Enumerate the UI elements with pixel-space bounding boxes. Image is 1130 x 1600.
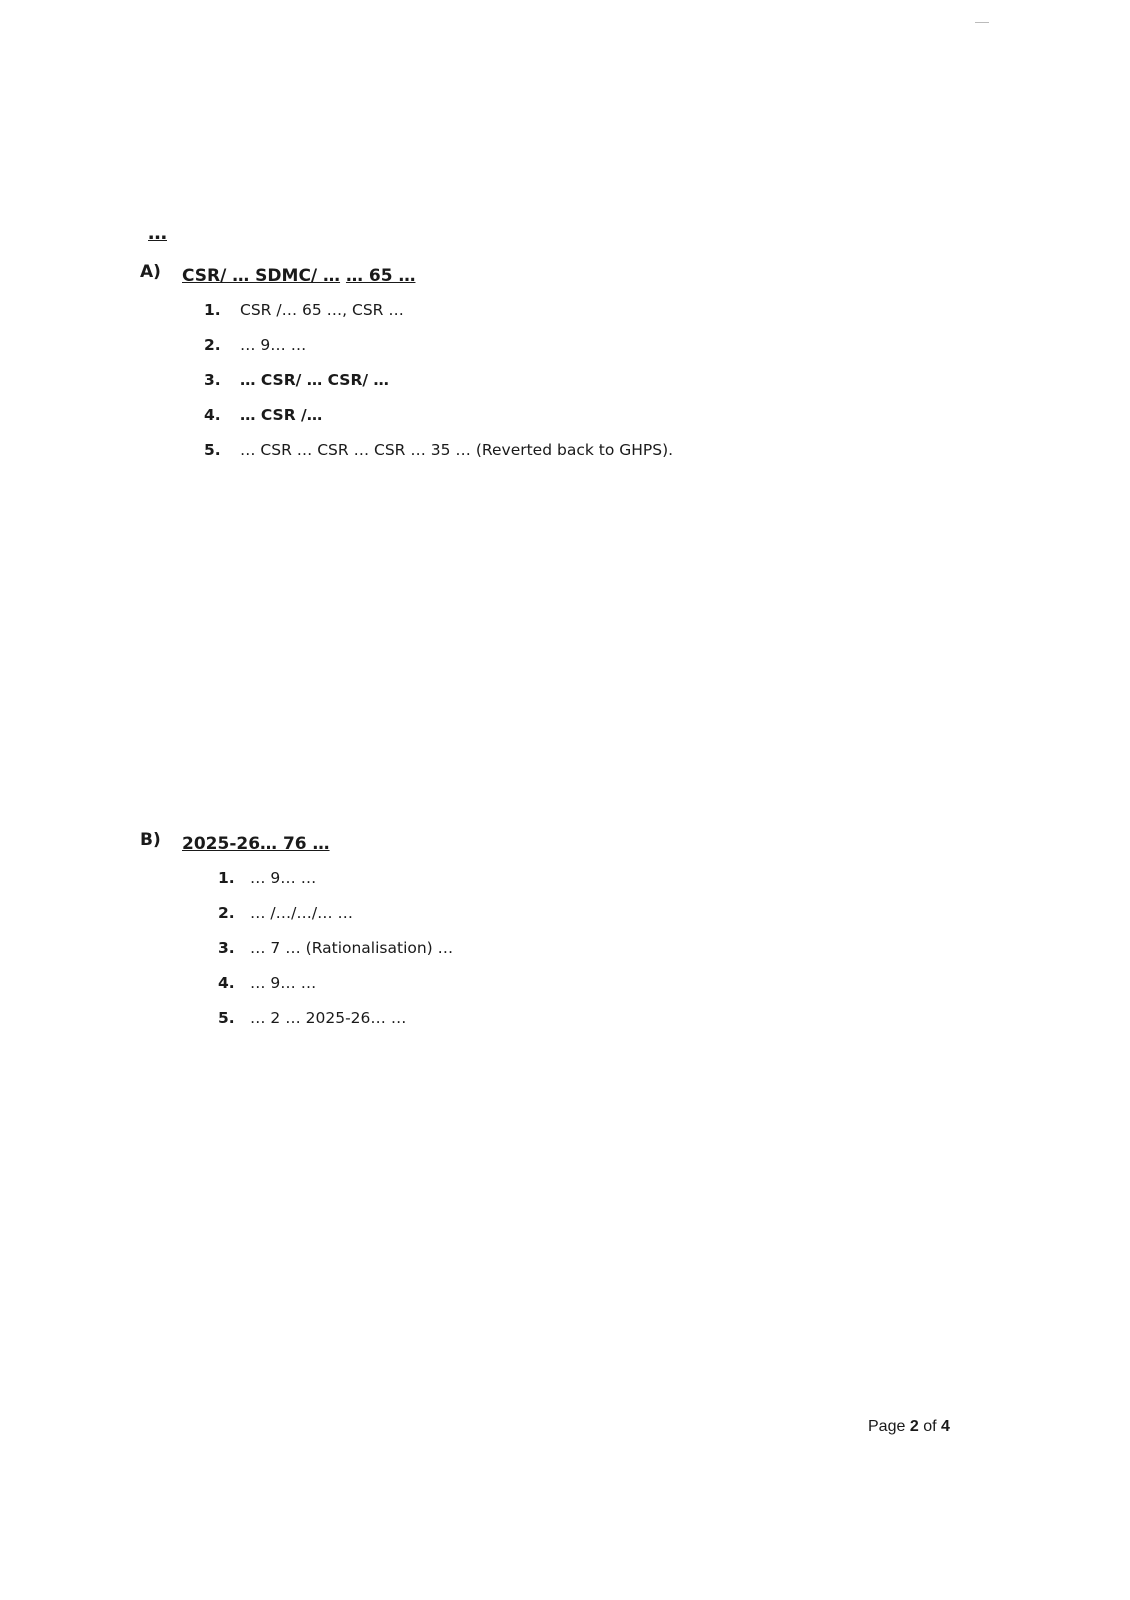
item-number: 3. [204,371,221,389]
list-item [140,901,1000,926]
scan-artifact [975,22,989,23]
item-text: CSR /… 65 …, CSR … [240,301,404,319]
item-number: 3. [218,939,235,957]
list-item [140,403,1000,428]
page-number [868,1418,950,1436]
section-b-title [182,830,1000,858]
item-number: 5. [218,1009,235,1027]
list-item [140,333,1000,358]
item-text: … 2 … 2025-26… … [250,1009,407,1027]
item-number: 4. [218,974,235,992]
list-item [140,936,1000,961]
section-b-list [140,866,1000,1031]
item-number: 2. [204,336,221,354]
item-text: … 7 … (Rationalisation) … [250,939,454,957]
list-item [140,368,1000,393]
item-number: 5. [204,441,221,459]
item-text: … CSR/ … CSR/ … [240,371,389,389]
item-text: … CSR /… [240,406,323,424]
section-b-title-text: 2025-26… 76 … [182,834,330,854]
list-item [140,866,1000,891]
item-text: … /…/…/… … [250,904,354,922]
section-a-title-rest: … 65 … [345,266,416,286]
item-text: … 9… … [250,974,317,992]
section-a-title-prefix: CSR/ … SDMC/ … [182,266,341,286]
section-a-title [182,262,1000,290]
item-text: … CSR … CSR … CSR … 35 … (Reverted back to GHPS). [240,441,674,459]
section-b [140,830,1000,1041]
item-number: 1. [204,301,221,319]
item-text: … 9… … [240,336,307,354]
of-word: of [923,1418,937,1435]
list-item [140,298,1000,323]
section-a-list [140,298,1000,463]
section-a [140,262,1000,473]
total-pages: 4 [940,1418,950,1435]
list-item [140,971,1000,996]
current-page: 2 [909,1418,919,1435]
item-text: … 9… … [250,869,317,887]
section-a-label: A) [140,262,161,282]
page-heading: … [148,222,167,244]
item-number: 2. [218,904,235,922]
list-item [140,438,1000,463]
item-number: 1. [218,869,235,887]
page-word: Page [868,1418,906,1435]
item-number: 4. [204,406,221,424]
list-item [140,1006,1000,1031]
section-b-label: B) [140,830,161,850]
